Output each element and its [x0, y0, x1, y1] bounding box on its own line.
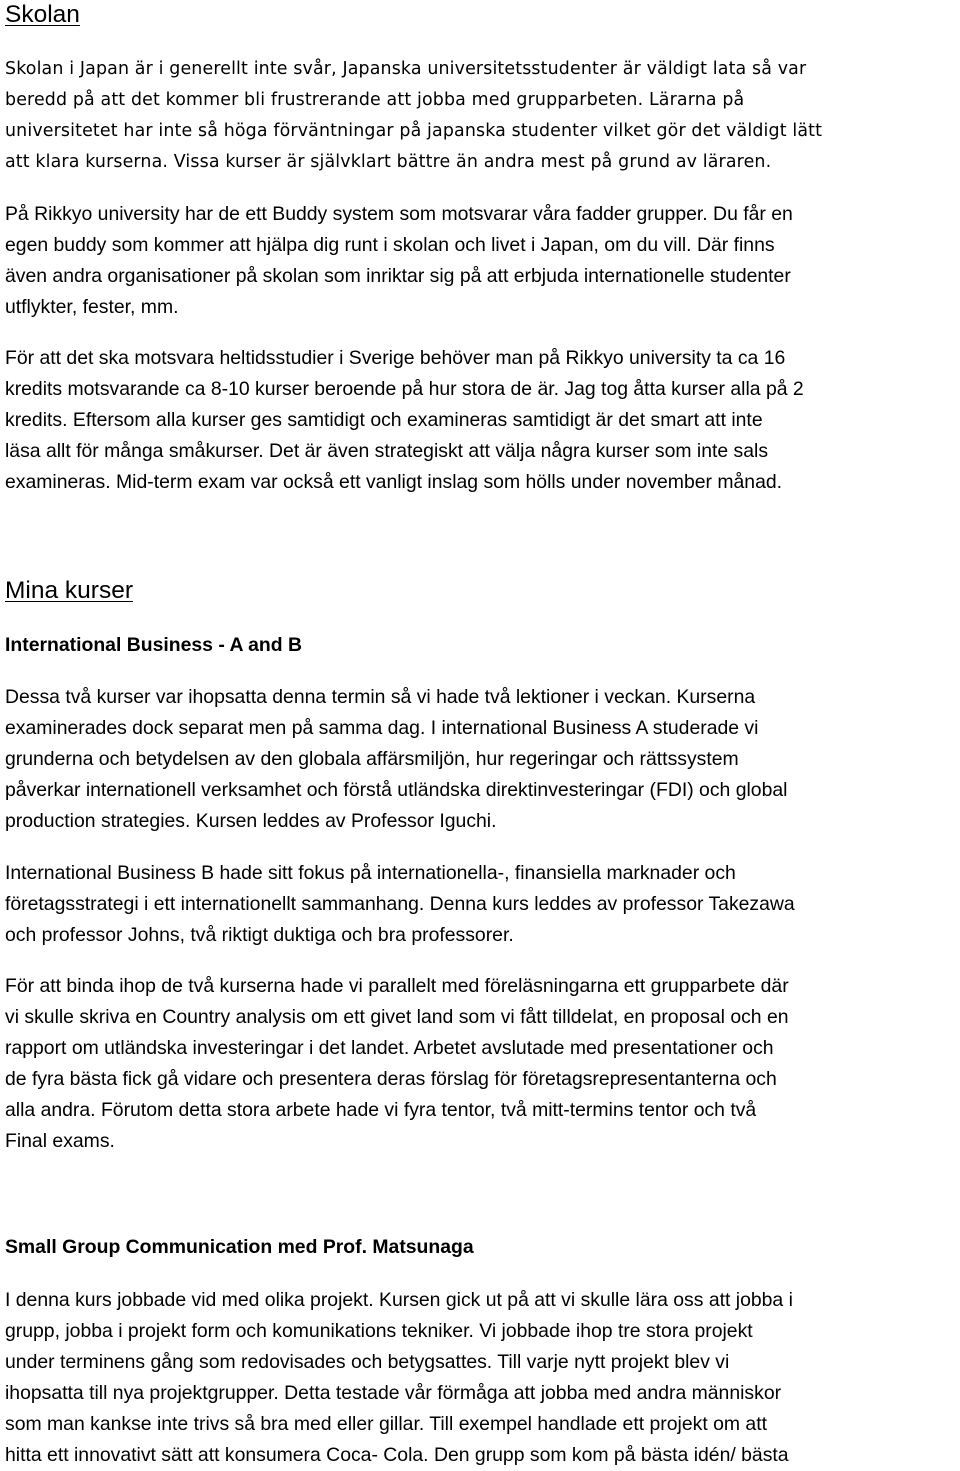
section-heading-skolan: Skolan	[5, 1, 80, 28]
section-heading-mina-kurser: Mina kurser	[5, 577, 133, 604]
international-business-paragraph-2: International Business B hade sitt fokus på internationella-, finansiella marknader och företagsstrategi i ett internationellt sammanhang. Denna kurs leddes av professor Takezawa och professor Johns, två riktigt duktiga och bra professorer.	[5, 862, 795, 946]
skolan-paragraph-1: Skolan i Japan är i generellt inte svår, Japanska universitetsstudenter är väldigt lata så var beredd på att det kommer bli frustrerande att jobba med grupparbeten. Lärarna på universitetet har inte så höga förväntningar på japanska studenter vilket gör det väldigt lätt att klara kurserna. Vissa kurser är självklart bättre än andra mest på grund av läraren.	[5, 59, 823, 172]
course-title-international-business: International Business - A and B	[5, 634, 303, 656]
international-business-paragraph-3: För att binda ihop de två kurserna hade vi parallelt med föreläsningarna ett grupparbete där vi skulle skriva en Country analysis om ett givet land som vi fått tilldelat, en proposal och en rapport om utländska investeringar i det landet. Arbetet avslutade med presentationer och de fyra bästa fick gå vidare och presentera deras förslag för företagsrepresentanterna och alla andra. Förutom detta stora arbete hade vi fyra tentor, två mitt-termins tentor och två Final exams.	[5, 975, 789, 1152]
skolan-paragraph-3: För att det ska motsvara heltidsstudier i Sverige behöver man på Rikkyo university ta ca 16 kredits motsvarande ca 8-10 kurser beroende på hur stora de är. Jag tog åtta kurser alla på 2 kredits. Eftersom alla kurser ges samtidigt och examineras samtidigt är det smart att inte läsa allt för många småkurser. Det är även strategiskt att välja några kurser som inte sals examineras. Mid-term exam var också ett vanligt inslag som hölls under november månad.	[5, 347, 804, 493]
international-business-paragraph-1: Dessa två kurser var ihopsatta denna termin så vi hade två lektioner i veckan. Kurserna examinerades dock separat men på samma dag. I international Business A studerade vi grunderna och betydelsen av den globala affärsmiljön, hur regeringar och rättssystem påverkar internationell verksamhet och förstå utländska direktinvesteringar (FDI) och global production strategies. Kursen leddes av Professor Iguchi.	[5, 686, 788, 832]
skolan-paragraph-2: På Rikkyo university har de ett Buddy system som motsvarar våra fadder grupper. Du får en egen buddy som kommer att hjälpa dig runt i skolan och livet i Japan, om du vill. Där finns även andra organisationer på skolan som inriktar sig på att erbjuda internationelle studenter utflykter, fester, mm.	[5, 203, 793, 318]
small-group-communication-paragraph-1: I denna kurs jobbade vid med olika projekt. Kursen gick ut på att vi skulle lära oss att jobba i grupp, jobba i projekt form och komunikations tekniker. Vi jobbade ihop tre stora projekt under terminens gång som redovisades och betygsattes. Till varje nytt projekt blev vi ihopsatta till nya projektgrupper. Detta testade vår förmåga att jobba med andra människor som man kankse inte trivs så bra med eller gillar. Till exempel handlade ett projekt om att hitta ett innovativt sätt att konsumera Coca- Cola. Den grupp som kom på bästa idén/ bästa	[5, 1289, 793, 1466]
course-title-small-group-communication: Small Group Communication med Prof. Matsunaga	[5, 1236, 474, 1258]
